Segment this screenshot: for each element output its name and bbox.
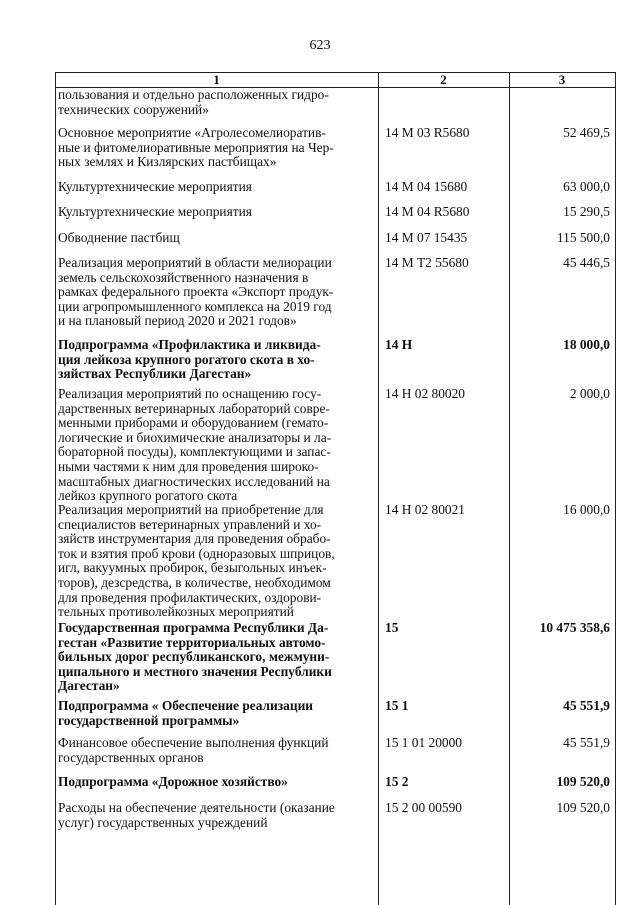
row-description <box>58 205 376 220</box>
row-code: 14 М 07 15435 <box>385 230 468 245</box>
row-description <box>58 180 376 195</box>
description-line: Основное мероприятие «Агролесомелиоратив- <box>58 125 326 140</box>
description-line: государственных органов <box>58 749 204 765</box>
description-line: для проведения профилактических, оздорови- <box>58 589 322 605</box>
description-line: государственной программы» <box>58 712 240 728</box>
row-description <box>58 88 376 117</box>
row-code: 14 М 03 R5680 <box>385 125 470 140</box>
row-amount: 18 000,0 <box>563 337 610 352</box>
description-line: и на плановый период 2020 и 2021 годов» <box>58 313 297 329</box>
description-line: тельных противолейкозных мероприятий <box>58 604 294 620</box>
row-code: 14 М Т2 55680 <box>385 255 469 270</box>
table-column-divider <box>509 72 510 905</box>
row-code: 14 Н 02 80021 <box>385 502 465 517</box>
row-description <box>58 775 376 790</box>
description-line: Реализация мероприятий в области мелиорации <box>58 255 332 270</box>
row-amount: 16 000,0 <box>563 502 610 517</box>
description-line: Государственная программа Республики Да- <box>58 620 329 635</box>
row-code: 15 1 01 20000 <box>385 735 462 750</box>
description-line: зяйствах Республики Дагестан» <box>58 366 252 382</box>
description-line: пользования и отдельно расположенных гидро- <box>58 87 329 102</box>
row-amount: 52 469,5 <box>563 125 610 140</box>
row-amount: 115 500,0 <box>556 230 610 245</box>
row-code: 15 2 <box>385 774 409 789</box>
row-description <box>58 126 376 170</box>
description-line: ципального и местного значения Республики <box>58 663 332 679</box>
description-line: ток и взятия проб крови (одноразовых шприцов, <box>58 545 335 561</box>
description-line: технических сооружений» <box>58 101 209 117</box>
description-line: специалистов ветеринарных управлений и хо- <box>58 516 322 532</box>
row-code: 14 Н <box>385 337 413 352</box>
description-line: бораторной посуды), комплектующими и запас- <box>58 444 331 460</box>
description-line: Культуртехнические мероприятия <box>58 204 252 219</box>
column-header: 1 <box>213 72 220 87</box>
description-line: услуг) государственных учреждений <box>58 814 268 830</box>
table-right-border <box>615 72 616 905</box>
table-left-border <box>55 72 56 905</box>
description-line: ные и фитомелиоративные мероприятия на Чер- <box>58 139 334 155</box>
description-line: Подпрограмма « Обеспечение реализации <box>58 698 313 713</box>
row-code: 15 2 00 00590 <box>385 800 462 815</box>
description-line: Подпрограмма «Профилактика и ликвида- <box>58 337 321 352</box>
description-line: Культуртехнические мероприятия <box>58 179 252 194</box>
row-description <box>58 736 376 765</box>
description-line: логические и биохимические анализаторы и ла- <box>58 429 332 445</box>
description-line: дарственных ветеринарных лабораторий совре- <box>58 400 330 416</box>
description-line: торов), дезсредства, в количестве, необходимом <box>58 574 331 590</box>
description-line: менными приборами и оборудованием (гемато- <box>58 415 329 431</box>
row-code: 15 1 <box>385 698 409 713</box>
row-amount: 45 551,9 <box>563 698 610 713</box>
description-line: зяйств инструментария для проведения обрабо- <box>58 531 331 547</box>
row-description <box>58 699 376 728</box>
description-line: Финансовое обеспечение выполнения функций <box>58 735 329 750</box>
description-line: рамках федерального проекта «Экспорт продук- <box>58 284 334 300</box>
row-amount: 109 520,0 <box>556 774 610 789</box>
description-line: Дагестан» <box>58 678 120 694</box>
column-header: 3 <box>558 72 566 87</box>
row-amount: 15 290,5 <box>563 204 610 219</box>
description-line: ных землях и Кизлярских пастбищах» <box>58 154 277 170</box>
row-description <box>58 387 376 504</box>
row-amount: 45 446,5 <box>563 255 610 270</box>
page-number: 623 <box>309 38 331 53</box>
description-line: Реализация мероприятий по оснащению госу- <box>58 386 322 401</box>
description-line: ция лейкоза крупного рогатого скота в хо- <box>58 351 315 367</box>
description-line: Расходы на обеспечение деятельности (оказание <box>58 800 335 815</box>
row-amount: 10 475 358,6 <box>539 620 610 635</box>
table-column-divider <box>378 72 379 905</box>
row-amount: 63 000,0 <box>563 179 610 194</box>
row-description <box>58 621 376 694</box>
row-code: 14 М 04 R5680 <box>385 204 470 219</box>
row-code: 14 М 04 15680 <box>385 179 468 194</box>
row-description <box>58 338 376 382</box>
description-line: Обводнение пастбищ <box>58 230 180 245</box>
description-line: ными частями к ним для проведения широко- <box>58 458 319 474</box>
description-line: масштабных диагностических исследований на <box>58 473 330 489</box>
row-amount: 45 551,9 <box>563 735 610 750</box>
row-amount: 2 000,0 <box>569 386 610 401</box>
row-description <box>58 256 376 329</box>
description-line: Реализация мероприятий на приобретение для <box>58 502 324 517</box>
description-line: ции агропромышленного комплекса на 2019 год <box>58 298 332 314</box>
description-line: игл, вакуумных пробирок, безыгольных инъек- <box>58 560 327 576</box>
row-amount: 109 520,0 <box>556 800 610 815</box>
row-code: 15 <box>385 620 399 635</box>
description-line: земель сельскохозяйственного назначения в <box>58 269 309 285</box>
row-code: 14 Н 02 80020 <box>385 386 465 401</box>
column-header: 2 <box>440 72 447 87</box>
row-description <box>58 503 376 620</box>
description-line: лейкоз крупного рогатого скота <box>58 488 238 504</box>
description-line: бильных дорог республиканского, межмуни- <box>58 649 330 665</box>
row-description <box>58 231 376 246</box>
description-line: гестан «Развитие территориальных автомо- <box>58 634 326 650</box>
description-line: Подпрограмма «Дорожное хозяйство» <box>58 774 288 789</box>
row-description <box>58 801 376 830</box>
